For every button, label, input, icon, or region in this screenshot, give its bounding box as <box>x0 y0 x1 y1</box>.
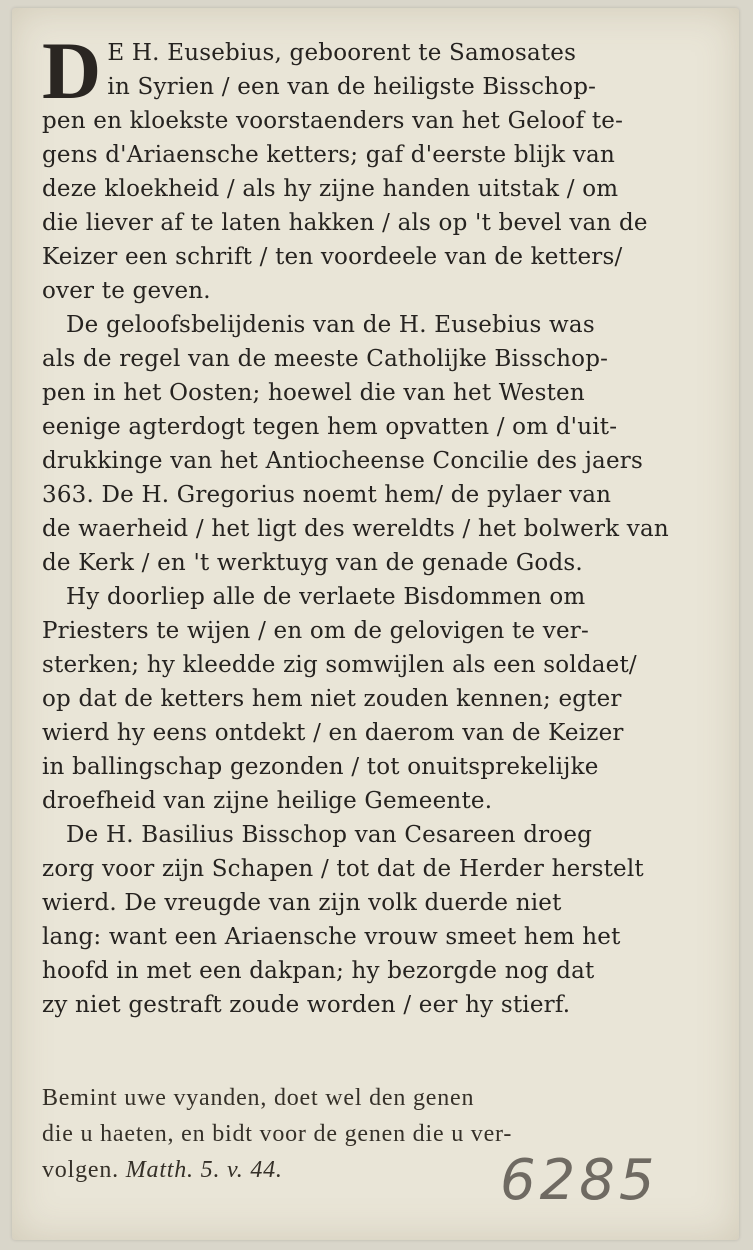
text-line: Priesters te wijen / en om de gelovigen te ver- <box>42 618 589 644</box>
main-text <box>42 25 702 1022</box>
text-line: 363. De H. Gregorius noemt hem/ de pylaer van <box>42 482 612 508</box>
text-line-content: Hy doorliep alle de verlaete Bisdommen om <box>66 584 586 610</box>
motto-line: Bemint uwe vyanden, doet wel den genen <box>42 1085 475 1111</box>
text-line: wierd hy eens ontdekt / en daerom van de Keizer <box>42 720 624 746</box>
text-line: wierd. De vreugde van zijn volk duerde niet <box>42 890 562 916</box>
text-line: zorg voor zijn Schapen / tot dat de Herder herstelt <box>42 856 644 882</box>
text-line: de Kerk / en 't werktuyg van de genade Gods. <box>42 550 583 576</box>
paragraph-3 <box>42 580 702 818</box>
text-line: lang: want een Ariaensche vrouw smeet hem het <box>42 924 621 950</box>
paragraph-1 <box>42 25 702 308</box>
text-line: pen en kloekste voorstaenders van het Geloof te- <box>42 108 624 134</box>
drop-cap: D <box>42 25 102 116</box>
document-page <box>12 8 739 1240</box>
paragraph-4 <box>42 818 702 1022</box>
text-line: droefheid van zijne heilige Gemeente. <box>42 788 493 814</box>
text-line-content: De geloofsbelijdenis van de H. Eusebius was <box>66 312 595 338</box>
text-line: die liever af te laten hakken / als op 't bevel van de <box>42 210 648 236</box>
text-line <box>42 308 702 342</box>
text-line: zy niet gestraft zoude worden / eer hy stierf. <box>42 992 571 1018</box>
scripture-reference: Matth. 5. v. 44. <box>125 1157 283 1183</box>
text-line: in Syrien / een van de heiligste Bisschop- <box>107 74 597 100</box>
text-line-content: De H. Basilius Bisschop van Cesareen droeg <box>66 822 593 848</box>
text-line: drukkinge van het Antiocheense Concilie des jaers <box>42 448 643 474</box>
text-line: over te geven. <box>42 278 211 304</box>
handwritten-catalog-number: 6285 <box>500 1148 659 1213</box>
text-line: als de regel van de meeste Catholijke Bisschop- <box>42 346 609 372</box>
text-line: in ballingschap gezonden / tot onuitsprekelijke <box>42 754 599 780</box>
text-line: sterken; hy kleedde zig somwijlen als een soldaet/ <box>42 652 637 678</box>
motto-line: die u haeten, en bidt voor de genen die u ver- <box>42 1121 513 1147</box>
text-line: E H. Eusebius, geboorent te Samosates <box>107 40 577 66</box>
text-line <box>42 580 702 614</box>
text-line: hoofd in met een dakpan; hy bezorgde nog dat <box>42 958 595 984</box>
motto-line-text: volgen. <box>42 1157 119 1183</box>
text-line: gens d'Ariaensche ketters; gaf d'eerste blijk van <box>42 142 615 168</box>
text-line: pen in het Oosten; hoewel die van het Westen <box>42 380 585 406</box>
text-line: de waerheid / het ligt des wereldts / het bolwerk van <box>42 516 669 542</box>
paragraph-2 <box>42 308 702 580</box>
text-line: deze kloekheid / als hy zijne handen uitstak / om <box>42 176 619 202</box>
text-line <box>42 818 702 852</box>
text-line: op dat de ketters hem niet zouden kennen; egter <box>42 686 622 712</box>
text-line: Keizer een schrift / ten voordeele van de ketters/ <box>42 244 623 270</box>
text-line: eenige agterdogt tegen hem opvatten / om d'uit- <box>42 414 618 440</box>
